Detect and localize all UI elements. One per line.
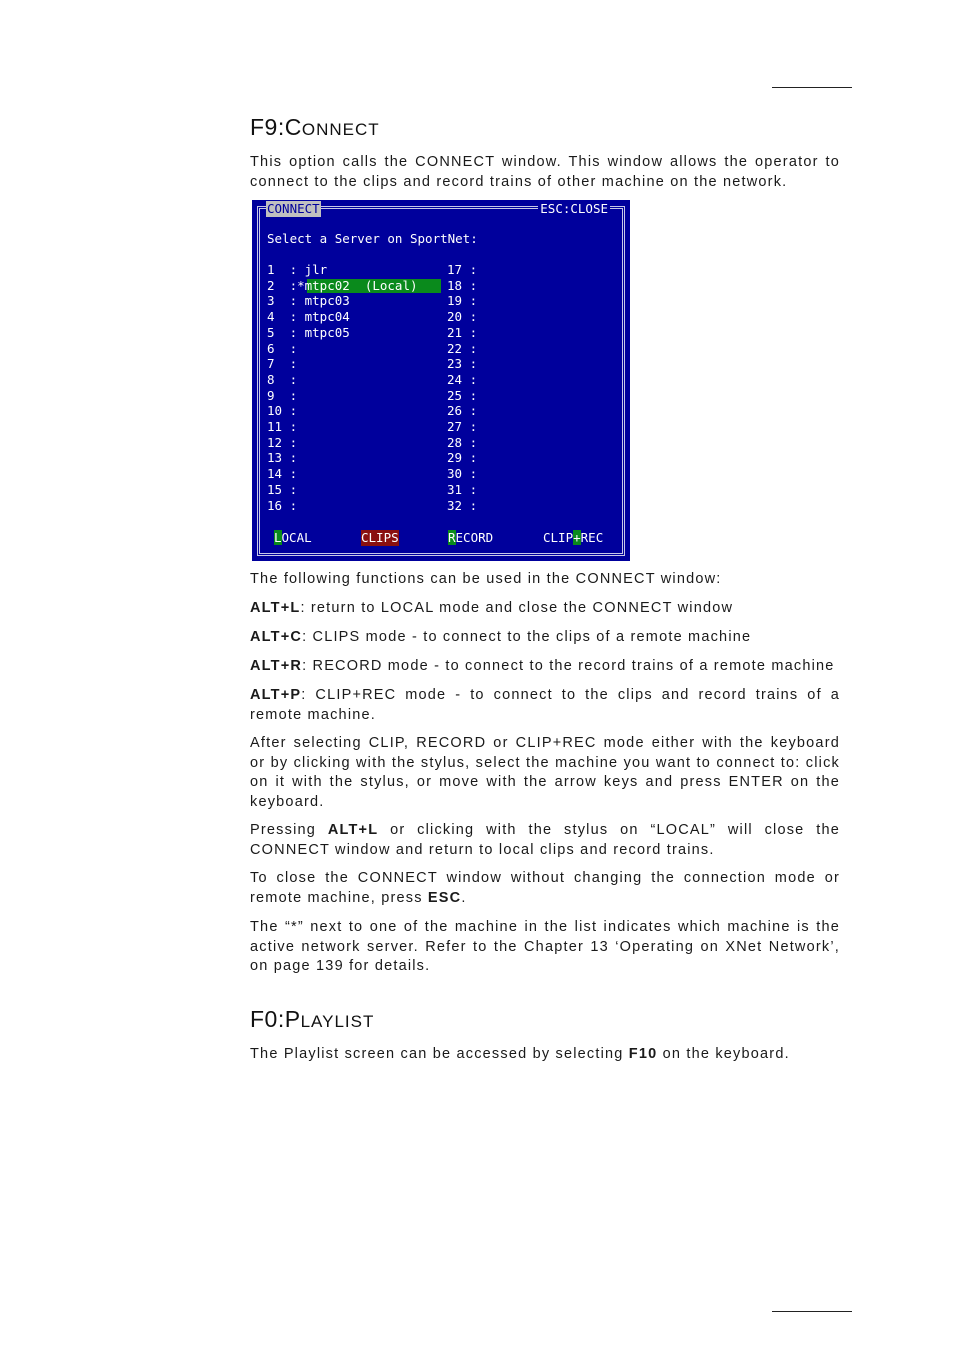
server-row[interactable]: 11 : xyxy=(267,419,305,435)
server-row[interactable]: 12 : xyxy=(267,434,305,450)
clip-rec-button[interactable]: CLIP+REC xyxy=(543,530,604,545)
header-rule xyxy=(772,87,852,88)
function-alt-p: ALT+P: CLIP+REC mode - to connect to the clips and record trains of a remote machine. xyxy=(250,687,840,723)
server-row[interactable]: 2 :*mtpc02 (Local) xyxy=(267,277,418,293)
clips-button[interactable]: CLIPS xyxy=(361,530,399,545)
server-row[interactable]: 29 : xyxy=(447,450,478,466)
server-row[interactable]: 32 : xyxy=(447,497,478,513)
server-row[interactable]: 31 : xyxy=(447,481,478,497)
server-row[interactable]: 7 : xyxy=(267,356,305,372)
server-row[interactable]: 10 : xyxy=(267,403,305,419)
server-prompt: Select a Server on SportNet: xyxy=(267,231,478,246)
server-row[interactable]: 25 : xyxy=(447,387,478,403)
server-row[interactable]: 30 : xyxy=(447,466,478,482)
server-row[interactable]: 16 : xyxy=(267,497,305,513)
server-row[interactable]: 15 : xyxy=(267,481,305,497)
server-list-left[interactable] xyxy=(267,262,418,513)
footer-rule xyxy=(772,1311,852,1312)
record-button[interactable]: RECORD xyxy=(448,530,494,545)
server-row[interactable]: 26 : xyxy=(447,403,478,419)
server-row[interactable]: 6 : xyxy=(267,340,305,356)
close-paragraph: To close the CONNECT window without changing the connection mode or remote machine, press ESC. xyxy=(250,870,840,906)
server-row[interactable]: 27 : xyxy=(447,419,478,435)
server-list-right[interactable] xyxy=(447,262,477,513)
server-row[interactable]: 4 : mtpc04 xyxy=(267,309,350,325)
star-paragraph: The “*” next to one of the machine in the list indicates which machine is the active network server. Refer to the Chapter 13 ‘Operating on XNet Network’, on page 139 for details. xyxy=(250,919,840,974)
esc-close-label[interactable]: ESC:CLOSE xyxy=(540,201,608,216)
server-row[interactable]: 13 : xyxy=(267,450,305,466)
server-row[interactable]: 18 : xyxy=(447,277,478,293)
function-alt-l: ALT+L: return to LOCAL mode and close the CONNECT window xyxy=(250,600,734,616)
local-button[interactable]: LOCAL xyxy=(274,530,312,545)
server-row[interactable]: 28 : xyxy=(447,434,478,450)
server-row[interactable]: 24 : xyxy=(447,371,478,387)
section-heading-playlist: F0:PLAYLIST xyxy=(250,1006,375,1032)
server-row[interactable]: 20 : xyxy=(447,309,478,325)
server-row[interactable]: 3 : mtpc03 xyxy=(267,293,350,309)
functions-intro: The following functions can be used in the CONNECT window: xyxy=(250,571,722,587)
server-row[interactable]: 8 : xyxy=(267,371,305,387)
server-row[interactable]: 1 : jlr xyxy=(267,262,328,277)
intro-paragraph: This option calls the CONNECT window. This window allows the operator to connect to the clips and record trains of other machine on the network. xyxy=(250,154,840,190)
server-row[interactable]: 22 : xyxy=(447,340,478,356)
function-alt-r: ALT+R: RECORD mode - to connect to the record trains of a remote machine xyxy=(250,658,835,674)
server-row[interactable]: 9 : xyxy=(267,387,305,403)
server-row[interactable]: 23 : xyxy=(447,356,478,372)
server-row[interactable]: 19 : xyxy=(447,293,478,309)
connect-window-screenshot xyxy=(252,200,630,561)
pressing-paragraph: Pressing ALT+L or clicking with the stylus on “LOCAL” will close the CONNECT window and return to local clips and record trains. xyxy=(250,822,840,858)
section-heading-connect: F9:CONNECT xyxy=(250,114,380,140)
playlist-paragraph: The Playlist screen can be accessed by selecting F10 on the keyboard. xyxy=(250,1046,790,1062)
server-row[interactable]: 17 : xyxy=(447,262,478,277)
server-row[interactable]: 14 : xyxy=(267,466,305,482)
after-selecting-paragraph: After selecting CLIP, RECORD or CLIP+REC mode either with the keyboard or by clicking with the stylus, select the machine you want to connect to: click on it with the stylus, or move with the arrow keys and press ENTER on the keyboard. xyxy=(250,735,840,810)
function-alt-c: ALT+C: CLIPS mode - to connect to the clips of a remote machine xyxy=(250,629,752,645)
server-row[interactable]: 21 : xyxy=(447,324,478,340)
window-title: CONNECT xyxy=(267,201,320,216)
server-row[interactable]: 5 : mtpc05 xyxy=(267,324,350,340)
